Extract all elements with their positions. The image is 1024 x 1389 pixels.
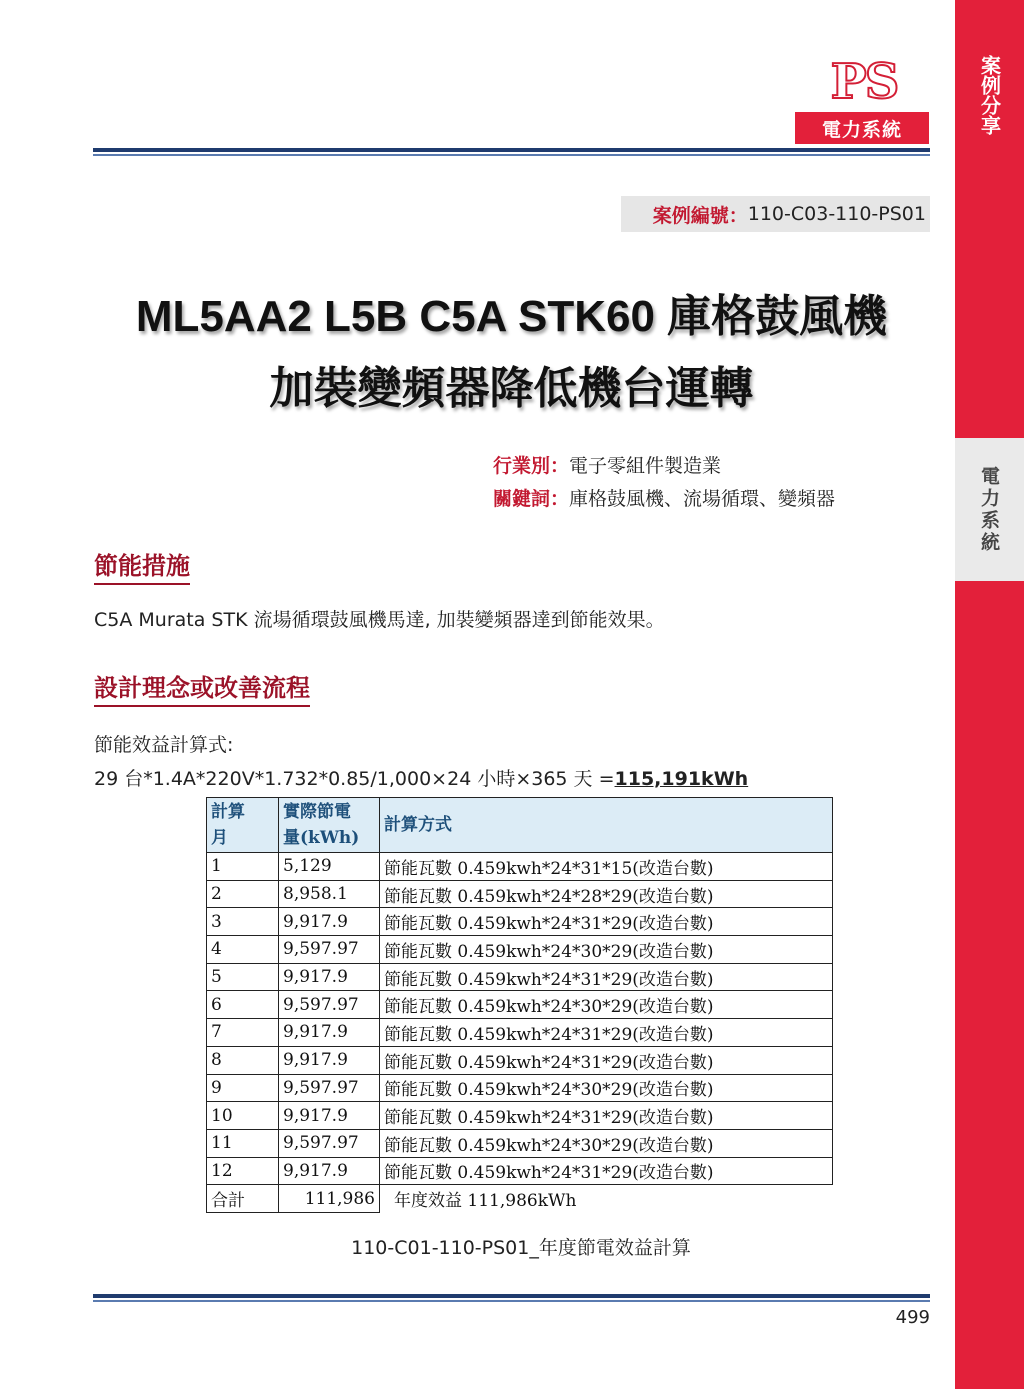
- cell-month: 4: [207, 936, 279, 964]
- table-row: [207, 1129, 833, 1157]
- industry-label: 行業別：: [493, 455, 570, 477]
- ps-logo-mark: PS: [830, 54, 898, 110]
- cell-method: 節能瓦數 0.459kwh*24*31*29(改造台數): [380, 908, 833, 936]
- cell-method: 節能瓦數 0.459kwh*24*30*29(改造台數): [380, 936, 833, 964]
- table-row: [207, 1046, 833, 1074]
- case-number-value: 110-C03-110-PS01: [747, 203, 926, 225]
- total-method: 年度效益 111,986kWh: [394, 1191, 577, 1212]
- total-saved: 111,986: [279, 1185, 380, 1213]
- page-title-line2: 加裝變頻器降低機台運轉: [269, 364, 754, 413]
- cell-method: 節能瓦數 0.459kwh*24*30*29(改造台數): [380, 991, 833, 1019]
- cell-method: 節能瓦數 0.459kwh*24*31*29(改造台數): [380, 1157, 833, 1185]
- industry-line: [493, 451, 721, 478]
- table-row: [207, 936, 833, 964]
- measures-text: C5A Murata STK 流場循環鼓風機馬達, 加裝變頻器達到節能效果。: [94, 609, 665, 631]
- cell-method: 節能瓦數 0.459kwh*24*30*29(改造台數): [380, 1129, 833, 1157]
- formula-result: 115,191kWh: [614, 768, 749, 790]
- cell-month: 7: [207, 1019, 279, 1047]
- formula-text: 29 台*1.4A*220V*1.732*0.85/1,000×24 小時×365 天 =: [94, 768, 615, 790]
- industry-value: 電子零組件製造業: [569, 455, 722, 477]
- cell-saved: 8,958.1: [279, 880, 380, 908]
- cell-method: 節能瓦數 0.459kwh*24*31*29(改造台數): [380, 1046, 833, 1074]
- savings-table: [206, 797, 833, 1213]
- keywords-value: 庫格鼓風機、流場循環、變頻器: [569, 488, 836, 510]
- page-number: 499: [895, 1307, 930, 1328]
- cell-method: 節能瓦數 0.459kwh*24*28*29(改造台數): [380, 880, 833, 908]
- cell-month: 6: [207, 991, 279, 1019]
- case-number-box: [621, 196, 930, 232]
- cell-month: 11: [207, 1129, 279, 1157]
- cell-method: 節能瓦數 0.459kwh*24*31*29(改造台數): [380, 1102, 833, 1130]
- cell-saved: 9,597.97: [279, 991, 380, 1019]
- cell-method: 節能瓦數 0.459kwh*24*30*29(改造台數): [380, 1074, 833, 1102]
- cell-month: 5: [207, 963, 279, 991]
- cell-saved: 9,917.9: [279, 963, 380, 991]
- table-row: [207, 1019, 833, 1047]
- measures-heading: 節能措施: [94, 546, 190, 585]
- table-row: [207, 991, 833, 1019]
- keywords-line: [493, 484, 835, 511]
- table-header-row: [207, 798, 833, 853]
- keywords-label: 關鍵詞：: [493, 488, 570, 510]
- case-number-label: 案例編號：: [652, 204, 748, 227]
- cell-saved: 9,597.97: [279, 1074, 380, 1102]
- total-label: 合計: [207, 1185, 279, 1213]
- page-title-line1: ML5AA2 L5B C5A STK60 庫格鼓風機: [135, 292, 888, 341]
- cell-saved: 9,917.9: [279, 1157, 380, 1185]
- table-row: [207, 1157, 833, 1185]
- cell-month: 12: [207, 1157, 279, 1185]
- cell-saved: 9,917.9: [279, 1046, 380, 1074]
- cell-method: 節能瓦數 0.459kwh*24*31*15(改造台數): [380, 853, 833, 881]
- cell-saved: 9,917.9: [279, 1019, 380, 1047]
- design-heading: 設計理念或改善流程: [94, 668, 310, 707]
- cell-saved: 5,129: [279, 853, 380, 881]
- table-row: [207, 880, 833, 908]
- table-caption: 110-C01-110-PS01_年度節電效益計算: [351, 1237, 691, 1259]
- header-method: 計算方式: [380, 798, 833, 853]
- header-month: 計算 月: [207, 798, 279, 853]
- cell-month: 8: [207, 1046, 279, 1074]
- formula-label: 節能效益計算式:: [94, 734, 234, 756]
- cell-month: 9: [207, 1074, 279, 1102]
- cell-month: 2: [207, 880, 279, 908]
- cell-saved: 9,597.97: [279, 1129, 380, 1157]
- table-row: [207, 1074, 833, 1102]
- cell-saved: 9,917.9: [279, 1102, 380, 1130]
- side-tab-strip: [955, 0, 1024, 1389]
- table-total-row: [207, 1185, 833, 1213]
- cell-month: 10: [207, 1102, 279, 1130]
- footer-rule: [93, 1294, 930, 1302]
- cell-saved: 9,597.97: [279, 936, 380, 964]
- table-row: [207, 1102, 833, 1130]
- side-tab-power-system[interactable]: 電力系統: [955, 438, 1024, 581]
- cell-saved: 9,917.9: [279, 908, 380, 936]
- ps-logo-label: 電力系統: [795, 112, 929, 144]
- formula-line: [94, 764, 748, 791]
- cell-month: 1: [207, 853, 279, 881]
- table-row: [207, 963, 833, 991]
- table-row: [207, 853, 833, 881]
- header-saved: 實際節電 量(kWh): [279, 798, 380, 853]
- cell-month: 3: [207, 908, 279, 936]
- cell-method: 節能瓦數 0.459kwh*24*31*29(改造台數): [380, 1019, 833, 1047]
- side-tab-case-sharing[interactable]: 案例分享: [977, 55, 1002, 135]
- header-rule: [93, 148, 930, 156]
- cell-method: 節能瓦數 0.459kwh*24*31*29(改造台數): [380, 963, 833, 991]
- table-row: [207, 908, 833, 936]
